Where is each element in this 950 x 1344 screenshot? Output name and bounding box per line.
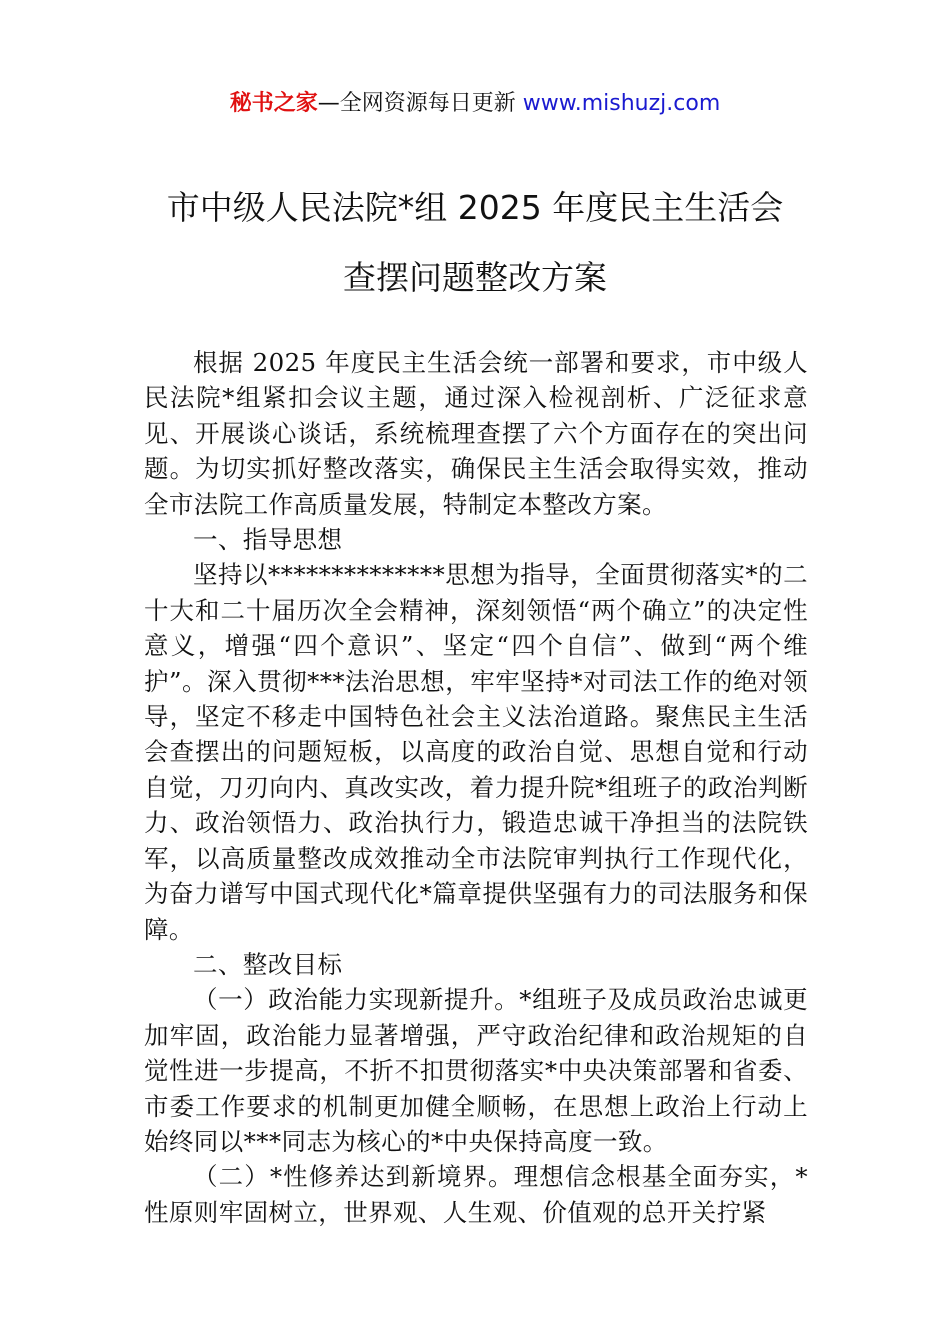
goal-paragraph-2: （二）*性修养达到新境界。理想信念根基全面夯实，*性原则牢固树立，世界观、人生观、价值观的总开关拧紧 — [144, 1162, 808, 1227]
document-title-line-2: 查摆问题整改方案 — [343, 258, 607, 297]
section-heading-goals: 二、整改目标 — [193, 949, 343, 979]
document-body — [144, 345, 808, 1230]
section-heading-guiding-ideology: 一、指导思想 — [193, 525, 343, 555]
guiding-ideology-paragraph: 坚持以**************思想为指导，全面贯彻落实*的二十大和二十届历次全会精神，深刻领悟“两个确立”的决定性意义，增强“四个意识”、坚定“四个自信”、做到“两个维护”。深入贯彻***法治思想，牢牢坚持*对司法工作的绝对领导，坚定不移走中国特色社会主义法治道路。聚焦民主生活会查摆出的问题短板，以高度的政治自觉、思想自觉和行动自觉，刀刃向内、真改实改，着力提升院*组班子的政治判断力、政治领悟力、政治执行力，锻造忠诚干净担当的法院铁军，以高质量整改成效推动全市法院审判执行工作现代化，为奋力谱写中国式现代化*篇章提供坚强有力的司法服务和保障。 — [144, 560, 808, 944]
intro-paragraph: 根据 2025 年度民主生活会统一部署和要求，市中级人民法院*组紧扣会议主题，通过深入检视剖析、广泛征求意见、开展谈心谈话，系统梳理查摆了六个方面存在的突出问题。为切实抓好整改落实，确保民主生活会取得实效，推动全市法院工作高质量发展，特制定本整改方案。 — [144, 348, 808, 519]
goal-paragraph-1: （一）政治能力实现新提升。*组班子及成员政治忠诚更加牢固，政治能力显著增强，严守政治纪律和政治规矩的自觉性进一步提高，不折不扣贯彻落实*中央决策部署和省委、市委工作要求的机制更加健全顺畅，在思想上政治上行动上始终同以***同志为核心的*中央保持高度一致。 — [144, 985, 808, 1156]
site-brand: 秘书之家 — [229, 91, 318, 116]
document-title-line-1: 市中级人民法院*组 2025 年度民主生活会 — [166, 188, 784, 227]
site-banner — [0, 88, 950, 120]
site-slogan: —全网资源每日更新 — [317, 91, 523, 116]
site-url-link[interactable]: www.mishuzj.com — [522, 91, 721, 116]
